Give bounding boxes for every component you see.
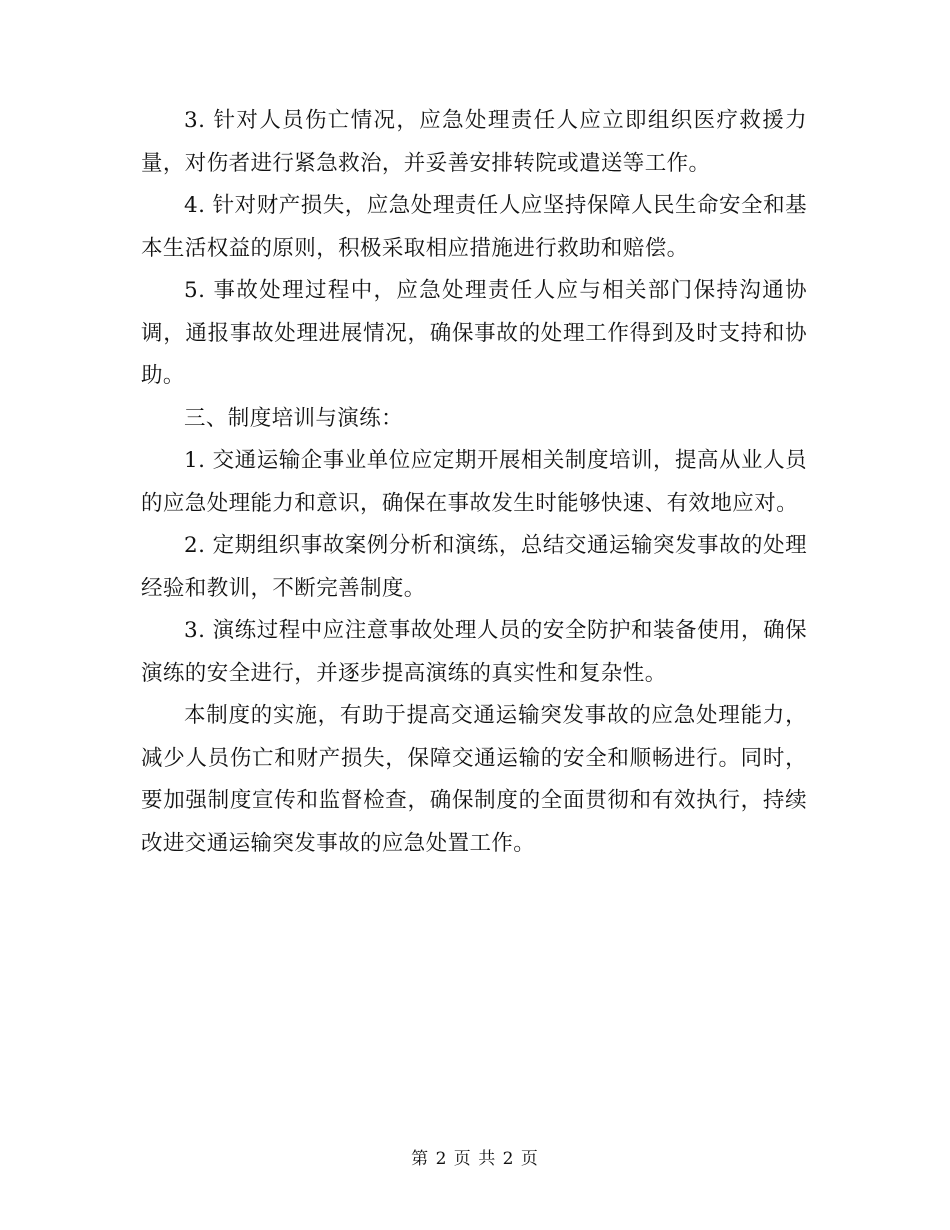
- section-heading-training: 三、制度培训与演练：: [184, 405, 404, 431]
- document-body: [141, 100, 807, 865]
- paragraph-training-item-1: 1. 交通运输企事业单位应定期开展相关制度培训，提高从业人员的应急处理能力和意识，确保在事故发生时能够快速、有效地应对。: [141, 448, 807, 516]
- paragraph-training-item-3: 3. 演练过程中应注意事故处理人员的安全防护和装备使用，确保演练的安全进行，并逐步提高演练的真实性和复杂性。: [141, 618, 807, 686]
- paragraph-item-3-casualties: 3. 针对人员伤亡情况，应急处理责任人应立即组织医疗救援力量，对伤者进行紧急救治，并妥善安排转院或遣送等工作。: [141, 108, 807, 176]
- page-number-footer: 第 2 页 共 2 页: [411, 1149, 539, 1169]
- paragraph-conclusion: 本制度的实施，有助于提高交通运输突发事故的应急处理能力，减少人员伤亡和财产损失，保障交通运输的安全和顺畅进行。同时，要加强制度宣传和监督检查，确保制度的全面贯彻和有效执行，持续改进交通运输突发事故的应急处置工作。: [141, 703, 807, 856]
- paragraph-item-5-coordination: 5. 事故处理过程中，应急处理责任人应与相关部门保持沟通协调，通报事故处理进展情况，确保事故的处理工作得到及时支持和协助。: [141, 278, 807, 388]
- paragraph-item-4-property-loss: 4. 针对财产损失，应急处理责任人应坚持保障人民生命安全和基本生活权益的原则，积极采取相应措施进行救助和赔偿。: [141, 193, 807, 261]
- paragraph-training-item-2: 2. 定期组织事故案例分析和演练，总结交通运输突发事故的处理经验和教训，不断完善制度。: [141, 533, 807, 601]
